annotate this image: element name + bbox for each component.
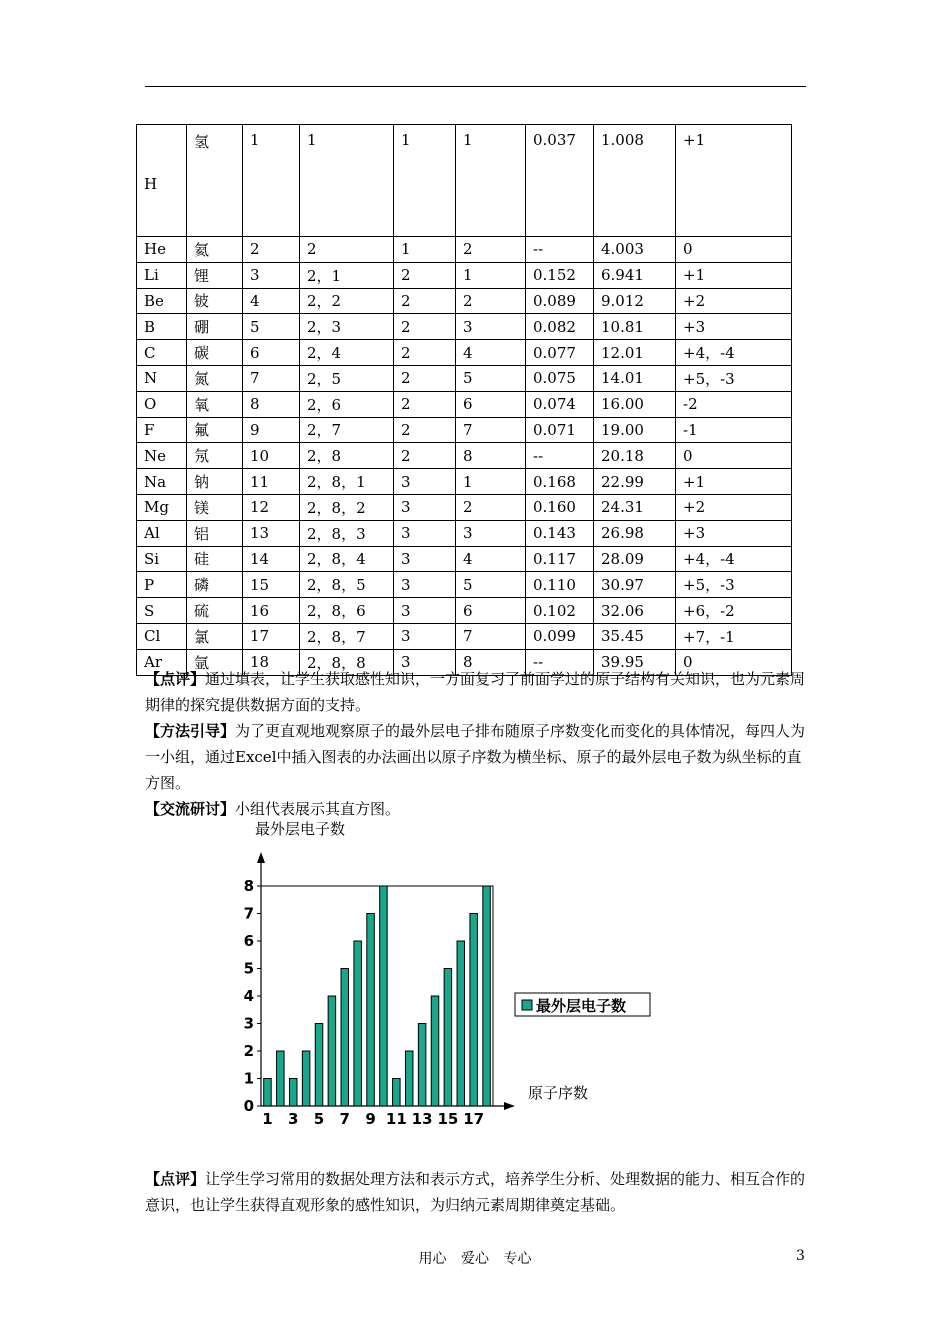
cell-valence: 0 xyxy=(676,649,792,675)
cell-mass: 12.01 xyxy=(594,340,676,366)
table-row xyxy=(137,237,792,263)
cell-symbol: N xyxy=(137,365,187,391)
cell-valence: +2 xyxy=(676,494,792,520)
element-table xyxy=(136,124,792,676)
cell-radius: 0.110 xyxy=(526,572,594,598)
table-row xyxy=(137,520,792,546)
cell-mass: 32.06 xyxy=(594,598,676,624)
cell-valence: -1 xyxy=(676,417,792,443)
bar xyxy=(457,941,465,1106)
table-row xyxy=(137,262,792,288)
legend-label: 最外层电子数 xyxy=(536,997,627,1015)
cell-config: 2，8，4 xyxy=(300,546,394,572)
table-row xyxy=(137,494,792,520)
cell-mass: 4.003 xyxy=(594,237,676,263)
cell-outer: 6 xyxy=(456,391,526,417)
bar xyxy=(380,886,388,1106)
bar xyxy=(354,941,362,1106)
cell-period: 1 xyxy=(394,237,456,263)
cell-radius: 0.074 xyxy=(526,391,594,417)
cell-z: 16 xyxy=(243,598,300,624)
bar xyxy=(393,1079,401,1107)
cell-period: 3 xyxy=(394,572,456,598)
cell-outer: 6 xyxy=(456,598,526,624)
cell-name: 氖 xyxy=(187,443,243,469)
cell-radius: -- xyxy=(526,649,594,675)
cell-symbol: H xyxy=(137,125,187,237)
x-axis-label: 原子序数 xyxy=(528,1084,589,1102)
cell-valence: +5，-3 xyxy=(676,572,792,598)
cell-outer: 8 xyxy=(456,649,526,675)
cell-mass: 20.18 xyxy=(594,443,676,469)
cell-period: 2 xyxy=(394,262,456,288)
bar xyxy=(367,914,375,1107)
cell-valence: -2 xyxy=(676,391,792,417)
cell-outer: 3 xyxy=(456,520,526,546)
bar xyxy=(328,996,336,1106)
cell-name: 氩 xyxy=(187,649,243,675)
cell-outer: 8 xyxy=(456,443,526,469)
cell-radius: 0.143 xyxy=(526,520,594,546)
cell-mass: 9.012 xyxy=(594,288,676,314)
cell-outer: 4 xyxy=(456,340,526,366)
cell-name: 硼 xyxy=(187,314,243,340)
cell-config: 2，8，3 xyxy=(300,520,394,546)
cell-config: 2，8，7 xyxy=(300,623,394,649)
cell-name: 钠 xyxy=(187,469,243,495)
table-row xyxy=(137,623,792,649)
x-tick-label: 7 xyxy=(339,1110,350,1128)
y-tick-label: 6 xyxy=(243,932,254,950)
cell-name: 锂 xyxy=(187,262,243,288)
cell-symbol: Ne xyxy=(137,443,187,469)
cell-valence: +4，-4 xyxy=(676,340,792,366)
cell-symbol: B xyxy=(137,314,187,340)
cell-config: 2，3 xyxy=(300,314,394,340)
cell-mass: 30.97 xyxy=(594,572,676,598)
cell-z: 12 xyxy=(243,494,300,520)
cell-symbol: P xyxy=(137,572,187,598)
cell-name: 铍 xyxy=(187,288,243,314)
cell-symbol: Li xyxy=(137,262,187,288)
cell-outer: 2 xyxy=(456,494,526,520)
x-tick-label: 1 xyxy=(262,1110,273,1128)
x-tick-label: 5 xyxy=(313,1110,325,1128)
cell-mass: 24.31 xyxy=(594,494,676,520)
cell-symbol: O xyxy=(137,391,187,417)
cell-name: 碳 xyxy=(187,340,243,366)
cell-mass: 16.00 xyxy=(594,391,676,417)
cell-mass: 39.95 xyxy=(594,649,676,675)
cell-valence: +5，-3 xyxy=(676,365,792,391)
cell-mass: 22.99 xyxy=(594,469,676,495)
comment-paragraph-1 xyxy=(145,666,810,718)
cell-config: 1 xyxy=(300,125,394,237)
y-tick-label: 0 xyxy=(243,1097,254,1115)
cell-outer: 5 xyxy=(456,572,526,598)
cell-radius: 0.117 xyxy=(526,546,594,572)
cell-symbol: Mg xyxy=(137,494,187,520)
cell-outer: 1 xyxy=(456,262,526,288)
x-tick-label: 9 xyxy=(365,1110,376,1128)
cell-config: 2，8，6 xyxy=(300,598,394,624)
cell-mass: 28.09 xyxy=(594,546,676,572)
x-tick-label: 11 xyxy=(385,1110,407,1128)
cell-symbol: Be xyxy=(137,288,187,314)
table-row xyxy=(137,365,792,391)
cell-valence: +3 xyxy=(676,520,792,546)
y-tick-label: 1 xyxy=(243,1069,254,1088)
bar xyxy=(418,1024,426,1107)
table-row xyxy=(137,288,792,314)
bar xyxy=(431,996,439,1106)
cell-valence: +4，-4 xyxy=(676,546,792,572)
cell-symbol: Al xyxy=(137,520,187,546)
table-row xyxy=(137,417,792,443)
bar xyxy=(470,914,478,1107)
cell-symbol: S xyxy=(137,598,187,624)
cell-radius: 0.168 xyxy=(526,469,594,495)
cell-z: 7 xyxy=(243,365,300,391)
cell-z: 6 xyxy=(243,340,300,366)
cell-name: 镁 xyxy=(187,494,243,520)
cell-z: 15 xyxy=(243,572,300,598)
y-axis-arrow xyxy=(257,852,265,863)
cell-symbol: He xyxy=(137,237,187,263)
cell-outer: 2 xyxy=(456,288,526,314)
y-axis-label: 最外层电子数 xyxy=(255,820,346,838)
cell-z: 4 xyxy=(243,288,300,314)
cell-mass: 26.98 xyxy=(594,520,676,546)
table-row xyxy=(137,443,792,469)
cell-z: 8 xyxy=(243,391,300,417)
cell-name: 磷 xyxy=(187,572,243,598)
cell-name: 氟 xyxy=(187,417,243,443)
bar xyxy=(483,886,491,1106)
cell-radius: 0.099 xyxy=(526,623,594,649)
table-row xyxy=(137,125,792,237)
bar xyxy=(264,1079,272,1107)
cell-symbol: Si xyxy=(137,546,187,572)
cell-radius: 0.075 xyxy=(526,365,594,391)
cell-config: 2，8，5 xyxy=(300,572,394,598)
cell-outer: 1 xyxy=(456,125,526,237)
cell-radius: 0.102 xyxy=(526,598,594,624)
x-tick-label: 15 xyxy=(437,1110,459,1128)
table-row xyxy=(137,572,792,598)
comment-tag: 【点评】 xyxy=(145,670,206,688)
table-row xyxy=(137,546,792,572)
cell-symbol: Na xyxy=(137,469,187,495)
cell-symbol: F xyxy=(137,417,187,443)
cell-outer: 4 xyxy=(456,546,526,572)
cell-z: 2 xyxy=(243,237,300,263)
cell-z: 1 xyxy=(243,125,300,237)
comment-text: 通过填表，让学生获取感性知识，一方面复习了前面学过的原子结构有关知识，也为元素周期律的探究提供数据方面的支持。 xyxy=(145,670,806,714)
cell-valence: +1 xyxy=(676,262,792,288)
cell-mass: 35.45 xyxy=(594,623,676,649)
y-tick-label: 8 xyxy=(243,877,254,895)
cell-config: 2 xyxy=(300,237,394,263)
bar xyxy=(444,969,452,1107)
cell-radius: 0.089 xyxy=(526,288,594,314)
cell-outer: 3 xyxy=(456,314,526,340)
discussion-tag: 【交流研讨】 xyxy=(145,800,236,818)
bar xyxy=(277,1051,285,1106)
cell-valence: 0 xyxy=(676,237,792,263)
cell-config: 2，6 xyxy=(300,391,394,417)
bar xyxy=(341,969,349,1107)
cell-valence: +1 xyxy=(676,125,792,237)
cell-valence: +2 xyxy=(676,288,792,314)
y-tick-label: 7 xyxy=(243,904,254,923)
bar xyxy=(302,1051,310,1106)
cell-symbol: C xyxy=(137,340,187,366)
cell-symbol: Cl xyxy=(137,623,187,649)
header-rule xyxy=(145,86,806,87)
cell-config: 2，8，2 xyxy=(300,494,394,520)
cell-radius: 0.077 xyxy=(526,340,594,366)
cell-config: 2，2 xyxy=(300,288,394,314)
cell-name: 硅 xyxy=(187,546,243,572)
comment-text-2: 让学生学习常用的数据处理方法和表示方式，培养学生分析、处理数据的能力、相互合作的意识，也让学生获得直观形象的感性知识，为归纳元素周期律奠定基础。 xyxy=(145,1170,806,1214)
cell-period: 2 xyxy=(394,288,456,314)
cell-mass: 1.008 xyxy=(594,125,676,237)
discussion-text: 小组代表展示其直方图。 xyxy=(235,800,401,818)
cell-config: 2，8，1 xyxy=(300,469,394,495)
method-text: 为了更直观地观察原子的最外层电子排布随原子序数变化而变化的具体情况，每四人为一小组，通过Excel中插入图表的办法画出以原子序数为横坐标、原子的最外层电子数为纵坐标的直方图。 xyxy=(145,722,806,792)
page-footer: 用心 爱心 专心 xyxy=(418,1251,532,1267)
x-tick-label: 13 xyxy=(411,1110,433,1128)
cell-z: 10 xyxy=(243,443,300,469)
cell-period: 3 xyxy=(394,469,456,495)
cell-radius: -- xyxy=(526,237,594,263)
cell-config: 2，4 xyxy=(300,340,394,366)
cell-outer: 1 xyxy=(456,469,526,495)
cell-mass: 10.81 xyxy=(594,314,676,340)
table-row xyxy=(137,469,792,495)
legend-swatch xyxy=(522,1000,532,1010)
cell-outer: 5 xyxy=(456,365,526,391)
outer-electron-bar-chart xyxy=(230,815,670,1135)
cell-radius: 0.082 xyxy=(526,314,594,340)
cell-mass: 19.00 xyxy=(594,417,676,443)
method-tag: 【方法引导】 xyxy=(145,722,236,740)
cell-period: 3 xyxy=(394,494,456,520)
cell-name: 氧 xyxy=(187,391,243,417)
y-tick-label: 5 xyxy=(243,959,254,978)
cell-z: 3 xyxy=(243,262,300,288)
y-tick-label: 4 xyxy=(243,987,254,1005)
cell-period: 3 xyxy=(394,520,456,546)
cell-name: 氯 xyxy=(187,623,243,649)
x-axis-arrow xyxy=(504,1102,515,1110)
comment-tag-2: 【点评】 xyxy=(145,1170,206,1188)
cell-config: 2，7 xyxy=(300,417,394,443)
cell-radius: 0.071 xyxy=(526,417,594,443)
cell-name: 氢 xyxy=(187,125,243,237)
x-tick-label: 17 xyxy=(463,1110,485,1128)
table-row xyxy=(137,391,792,417)
cell-period: 2 xyxy=(394,391,456,417)
cell-mass: 14.01 xyxy=(594,365,676,391)
cell-z: 11 xyxy=(243,469,300,495)
cell-period: 3 xyxy=(394,598,456,624)
cell-config: 2，5 xyxy=(300,365,394,391)
cell-name: 氮 xyxy=(187,365,243,391)
cell-valence: +1 xyxy=(676,469,792,495)
cell-radius: 0.037 xyxy=(526,125,594,237)
bar xyxy=(289,1079,297,1107)
table-row xyxy=(137,314,792,340)
cell-name: 氦 xyxy=(187,237,243,263)
cell-name: 硫 xyxy=(187,598,243,624)
cell-radius: -- xyxy=(526,443,594,469)
table-row xyxy=(137,340,792,366)
cell-period: 3 xyxy=(394,649,456,675)
cell-valence: +6，-2 xyxy=(676,598,792,624)
cell-z: 9 xyxy=(243,417,300,443)
method-paragraph xyxy=(145,718,810,796)
comment-paragraph-2 xyxy=(145,1166,810,1218)
cell-period: 3 xyxy=(394,546,456,572)
cell-radius: 0.152 xyxy=(526,262,594,288)
cell-period: 3 xyxy=(394,623,456,649)
cell-config: 2，8 xyxy=(300,443,394,469)
cell-valence: 0 xyxy=(676,443,792,469)
x-tick-label: 3 xyxy=(288,1110,299,1128)
cell-z: 13 xyxy=(243,520,300,546)
cell-period: 2 xyxy=(394,365,456,391)
cell-z: 14 xyxy=(243,546,300,572)
cell-symbol: Ar xyxy=(137,649,187,675)
cell-radius: 0.160 xyxy=(526,494,594,520)
cell-period: 2 xyxy=(394,443,456,469)
page-number: 3 xyxy=(796,1248,805,1264)
y-tick-label: 3 xyxy=(243,1014,254,1033)
bar xyxy=(315,1024,323,1107)
cell-valence: +3 xyxy=(676,314,792,340)
bar xyxy=(405,1051,413,1106)
y-tick-label: 2 xyxy=(243,1042,254,1060)
cell-period: 2 xyxy=(394,314,456,340)
cell-z: 17 xyxy=(243,623,300,649)
cell-outer: 7 xyxy=(456,623,526,649)
cell-period: 1 xyxy=(394,125,456,237)
cell-outer: 2 xyxy=(456,237,526,263)
table-row xyxy=(137,598,792,624)
cell-config: 2，8，8 xyxy=(300,649,394,675)
cell-period: 2 xyxy=(394,417,456,443)
cell-z: 5 xyxy=(243,314,300,340)
cell-outer: 7 xyxy=(456,417,526,443)
cell-valence: +7，-1 xyxy=(676,623,792,649)
cell-period: 2 xyxy=(394,340,456,366)
cell-z: 18 xyxy=(243,649,300,675)
cell-config: 2，1 xyxy=(300,262,394,288)
cell-name: 铝 xyxy=(187,520,243,546)
cell-mass: 6.941 xyxy=(594,262,676,288)
